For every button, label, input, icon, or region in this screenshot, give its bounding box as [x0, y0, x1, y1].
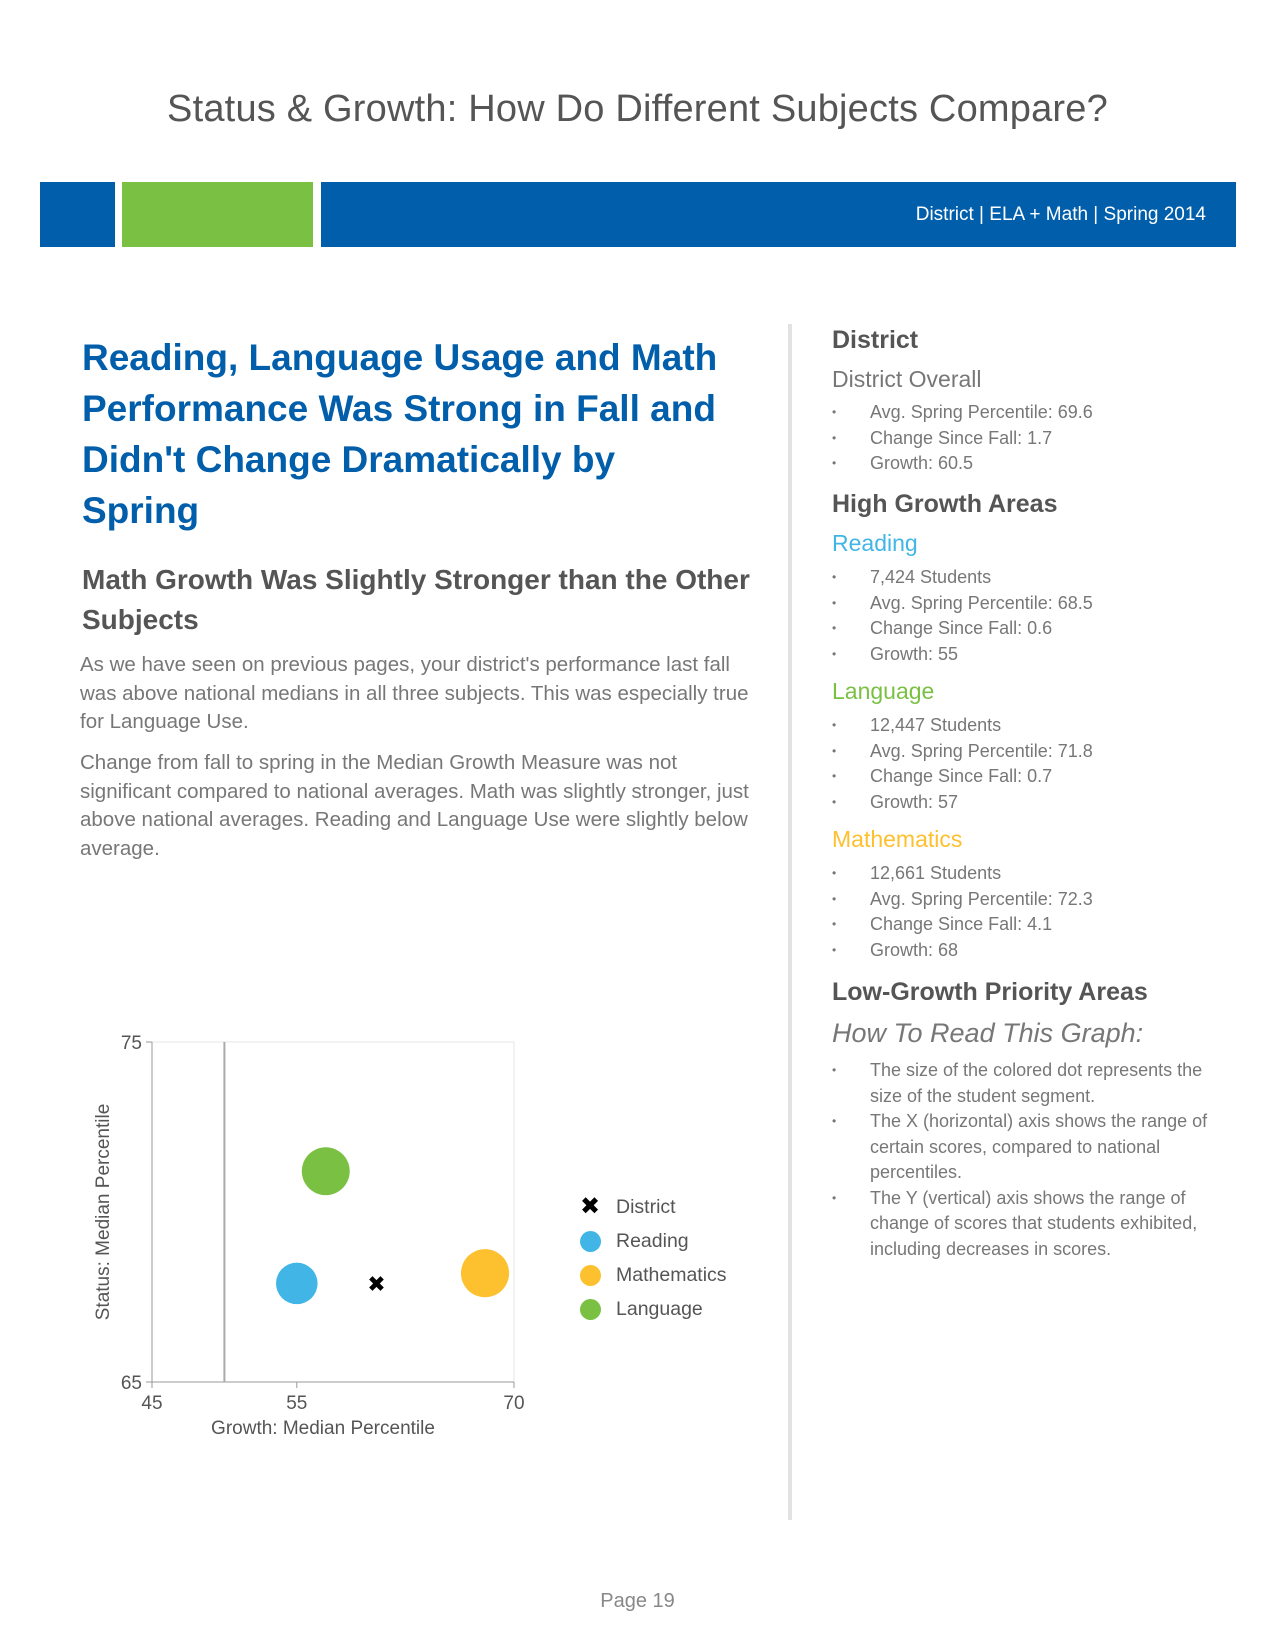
paragraph-1: As we have seen on previous pages, your district's performance last fall was above national medians in all three subjects. This was especially true for Language Use.: [80, 653, 749, 733]
list-item: • Growth: 68: [832, 938, 1232, 964]
reading-list: [832, 565, 1232, 667]
reading-dot-icon: [580, 1231, 601, 1252]
y-tick-label: 75: [120, 1033, 142, 1054]
how-to-read-heading: How To Read This Graph:: [832, 1018, 1144, 1048]
legend-item-mathematics: [578, 1258, 727, 1292]
list-item: • 7,424 Students: [832, 565, 1232, 591]
banner-text: District | ELA + Math | Spring 2014: [915, 203, 1206, 225]
list-item: • Avg. Spring Percentile: 72.3: [832, 887, 1232, 913]
x-tick-label: 55: [286, 1393, 308, 1414]
reading-label: Reading: [832, 530, 918, 556]
list-item: • 12,447 Students: [832, 713, 1232, 739]
legend-item-language: [578, 1292, 727, 1326]
district-point: ✖: [367, 1272, 386, 1298]
list-item: • Change Since Fall: 0.6: [832, 616, 1232, 642]
language-dot-icon: [580, 1299, 601, 1320]
language-label: Language: [832, 678, 935, 704]
legend-label: Mathematics: [616, 1263, 727, 1286]
y-axis-label: Status: Median Percentile: [93, 1103, 114, 1321]
plot-area: [152, 1042, 514, 1382]
language-point: [302, 1147, 350, 1195]
page-number: Page 19: [600, 1590, 675, 1612]
list-item: • Avg. Spring Percentile: 71.8: [832, 739, 1232, 765]
how-to-read-list: [832, 1058, 1212, 1262]
legend-item-district: [578, 1190, 727, 1224]
list-item: • The Y (vertical) axis shows the range of change of scores that students exhibited, including decreases in scores.: [832, 1186, 1212, 1263]
high-growth-heading: High Growth Areas: [832, 490, 1058, 518]
x-axis-label: Growth: Median Percentile: [211, 1418, 435, 1439]
mathematics-label: Mathematics: [832, 826, 963, 852]
list-item: • Change Since Fall: 1.7: [832, 426, 1232, 452]
x-tick-label: 45: [141, 1393, 163, 1414]
reading-point: [276, 1263, 318, 1305]
list-item: • 12,661 Students: [832, 861, 1232, 887]
list-item: • The X (horizontal) axis shows the range of certain scores, compared to national percentiles.: [832, 1109, 1212, 1186]
district-heading: District: [832, 326, 919, 354]
district-overall-label: District Overall: [832, 366, 982, 392]
list-item: • Avg. Spring Percentile: 69.6: [832, 400, 1232, 426]
subheadline: Math Growth Was Slightly Stronger than the Other Subjects: [82, 564, 750, 635]
mathematics-dot-icon: [580, 1265, 601, 1286]
paragraph-2: Change from fall to spring in the Median Growth Measure was not significant compared to national averages. Math was slightly stronger, just above national averages. Reading and Language Use were slightly below average.: [80, 751, 749, 860]
x-icon: ✖: [579, 1193, 601, 1220]
banner: [321, 182, 1236, 247]
language-list: [832, 713, 1232, 815]
list-item: • Growth: 55: [832, 642, 1232, 668]
mathematics-point: [461, 1249, 509, 1297]
district-overall-list: [832, 400, 1232, 477]
page-title: Status & Growth: How Do Different Subjects Compare?: [167, 88, 1108, 130]
chart-legend: [578, 1190, 727, 1326]
headline: Reading, Language Usage and Math Performance Was Strong in Fall and Didn't Change Dramatically by Spring: [82, 337, 718, 531]
list-item: • The size of the colored dot represents the size of the student segment.: [832, 1058, 1212, 1109]
legend-item-reading: [578, 1224, 727, 1258]
column-divider: [788, 324, 792, 1520]
mathematics-list: [832, 861, 1232, 963]
scatter-chart: [80, 1030, 560, 1480]
list-item: • Growth: 60.5: [832, 451, 1232, 477]
list-item: • Change Since Fall: 0.7: [832, 764, 1232, 790]
list-item: • Change Since Fall: 4.1: [832, 912, 1232, 938]
low-growth-heading: Low-Growth Priority Areas: [832, 978, 1148, 1006]
legend-label: District: [616, 1195, 676, 1218]
banner-left-block: [40, 182, 115, 247]
list-item: • Avg. Spring Percentile: 68.5: [832, 591, 1232, 617]
banner-green-block: [122, 182, 313, 247]
legend-label: Language: [616, 1297, 703, 1320]
y-tick-label: 65: [120, 1373, 142, 1394]
x-tick-label: 70: [503, 1393, 525, 1414]
legend-label: Reading: [616, 1229, 689, 1252]
list-item: • Growth: 57: [832, 790, 1232, 816]
